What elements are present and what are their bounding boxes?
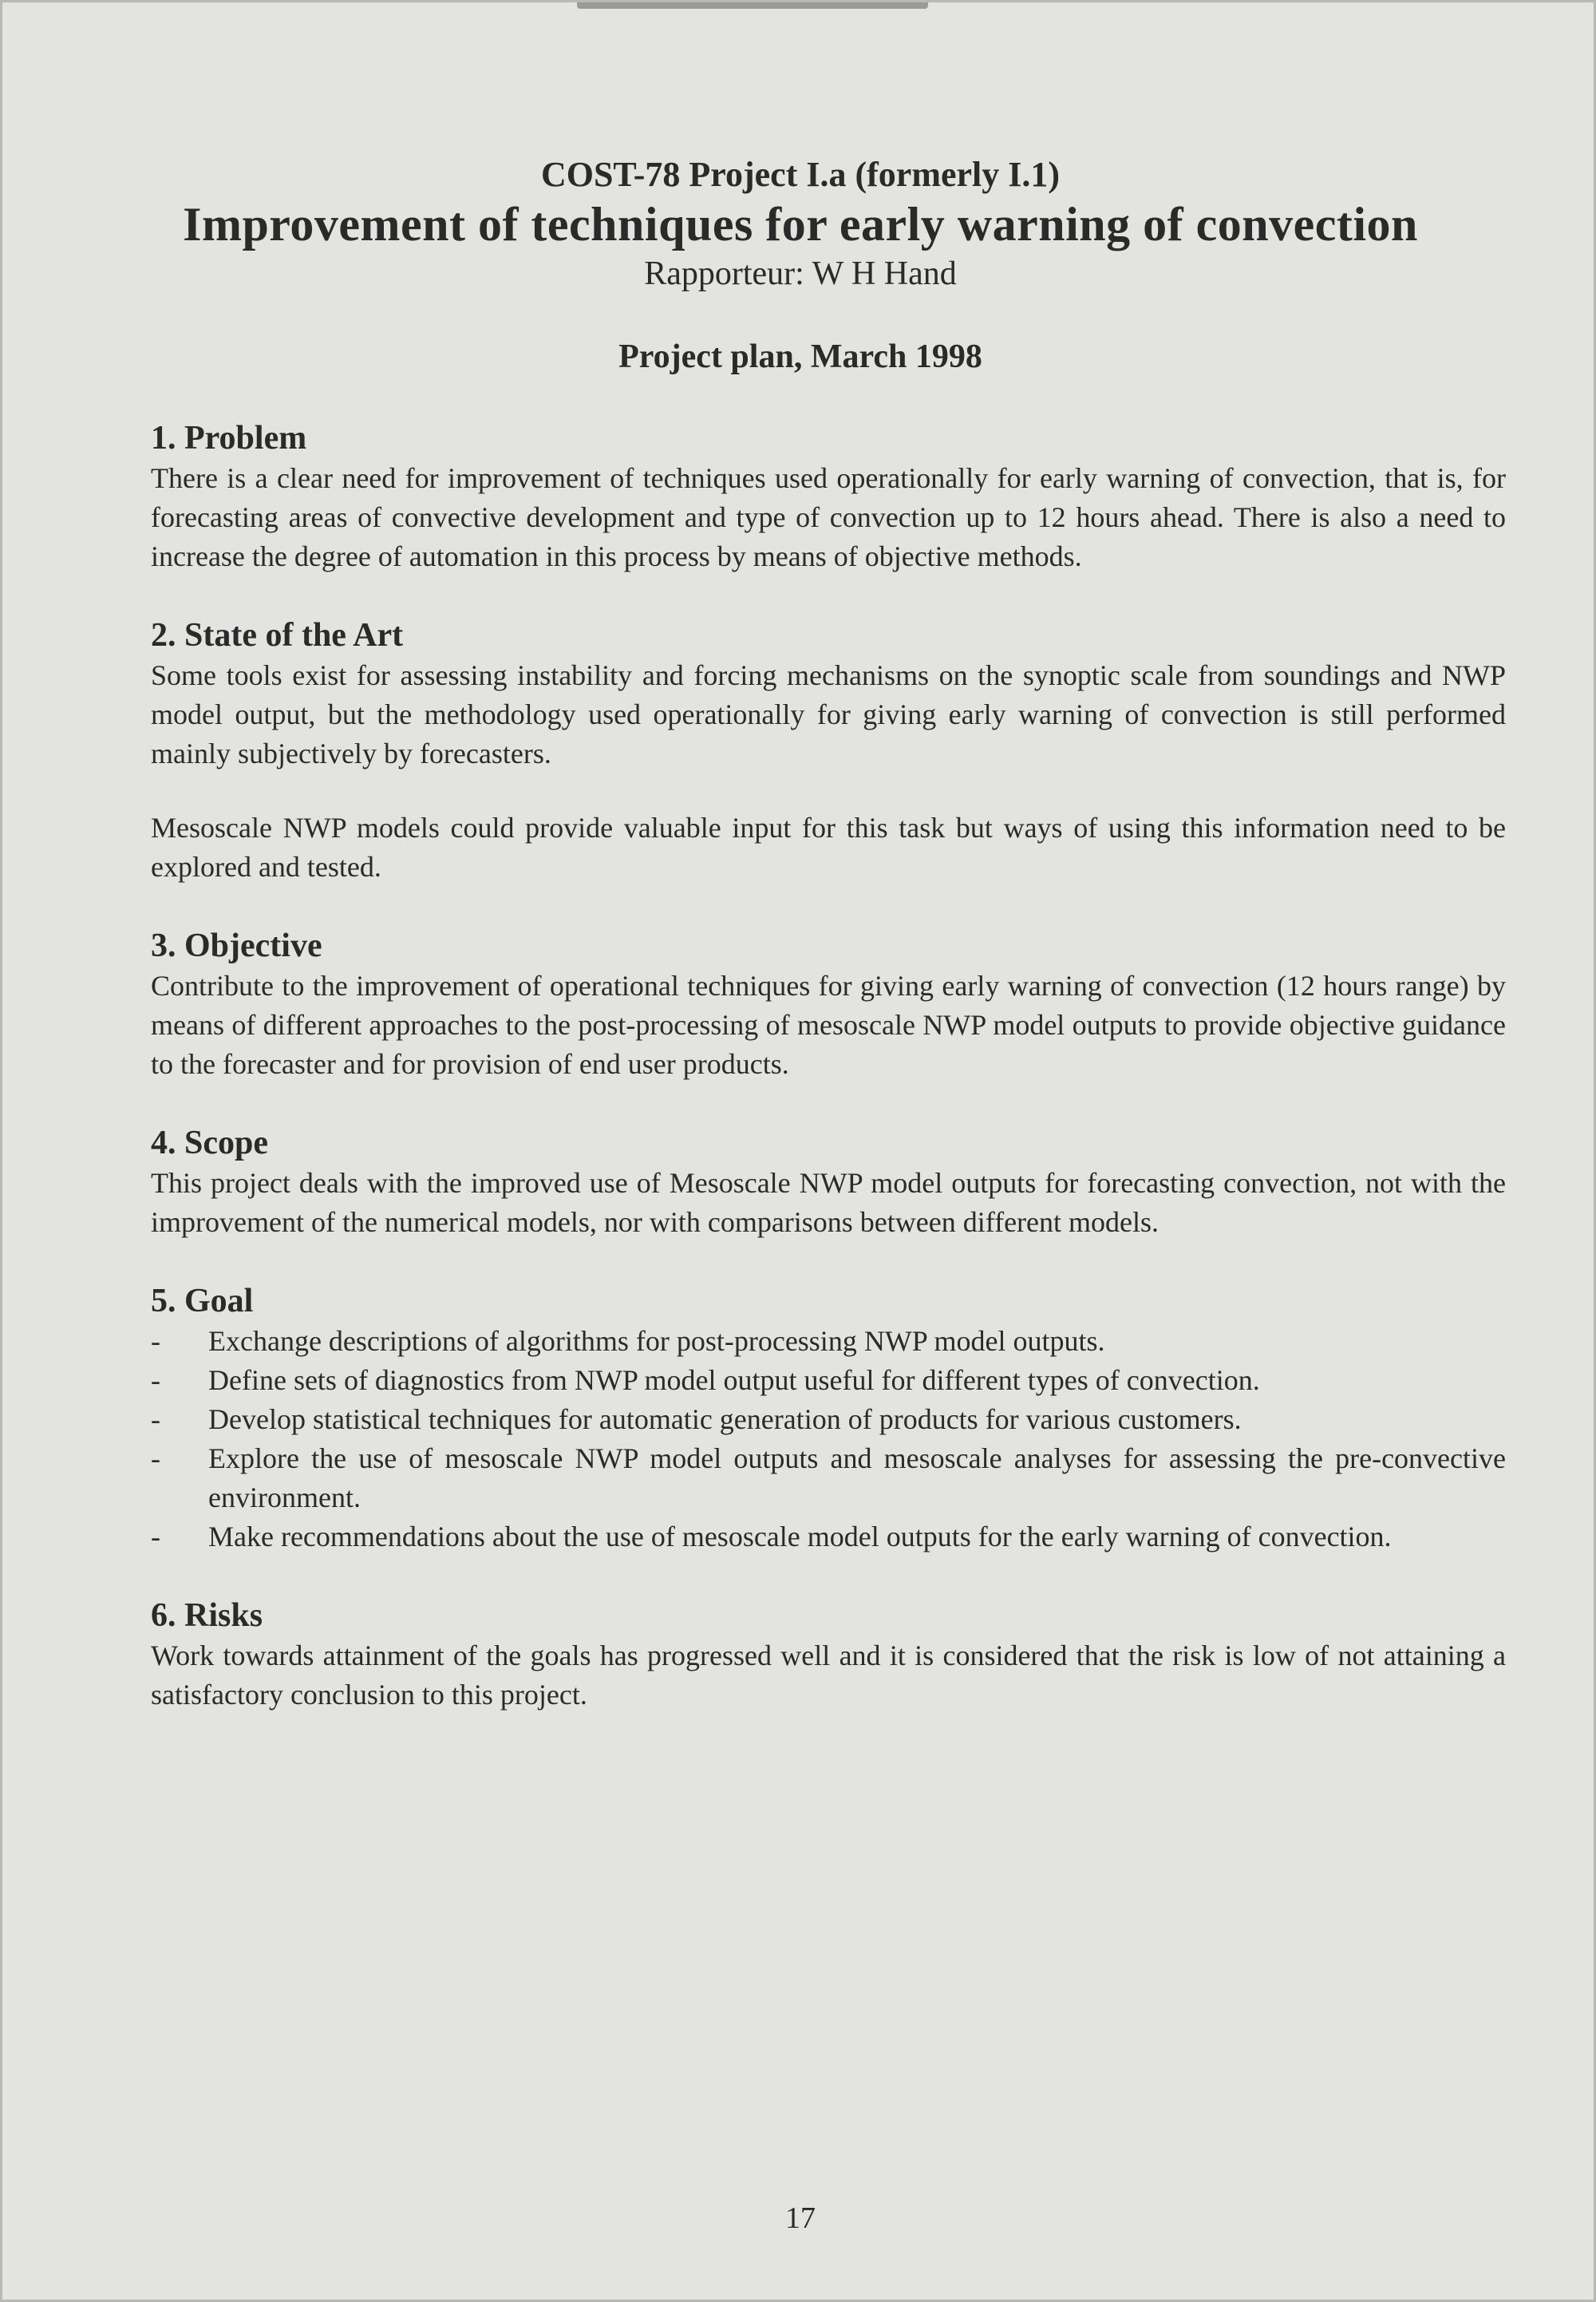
project-plan-date: Project plan, March 1998	[618, 338, 982, 375]
bullet-dash: -	[151, 1325, 160, 1357]
bullet-dash: -	[151, 1364, 160, 1396]
binding-tab	[577, 2, 928, 9]
page-number: 17	[785, 2201, 816, 2235]
page-title: Improvement of techniques for early warning of convection	[183, 198, 1418, 251]
bullet-dash: -	[151, 1521, 160, 1552]
rapporteur: Rapporteur: W H Hand	[644, 255, 957, 292]
list-item	[151, 1517, 1506, 1556]
section-risks	[151, 1595, 1506, 1715]
section-scope	[151, 1122, 1506, 1242]
section-heading: 5. Goal	[151, 1283, 254, 1319]
section-text: This project deals with the improved use of Mesoscale NWP model outputs for forecasting convection, not with the improvement of the numerical models, nor with comparisons between different models.	[151, 1167, 1506, 1238]
section-heading: 1. Problem	[151, 420, 307, 457]
bullet-dash: -	[151, 1403, 160, 1435]
goal-text: Develop statistical techniques for automatic generation of products for various customers.	[208, 1403, 1242, 1435]
section-objective	[151, 925, 1506, 1084]
goal-list	[151, 1322, 1506, 1556]
project-series: COST-78 Project I.a (formerly I.1)	[540, 155, 1061, 194]
goal-text: Explore the use of mesoscale NWP model outputs and mesoscale analyses for assessing the pre-convective environment.	[208, 1442, 1506, 1513]
bullet-dash: -	[151, 1442, 160, 1474]
section-heading: 2. State of the Art	[151, 617, 404, 654]
goal-text: Make recommendations about the use of mesoscale model outputs for the early warning of convection.	[208, 1521, 1392, 1552]
goal-text: Exchange descriptions of algorithms for post-processing NWP model outputs.	[208, 1325, 1105, 1357]
section-text: Mesoscale NWP models could provide valuable input for this task but ways of using this information need to be explored and tested.	[151, 812, 1506, 883]
section-text: Some tools exist for assessing instability and forcing mechanisms on the synoptic scale from soundings and NWP model output, but the methodology used operationally for giving early warning of convection is still performed mainly subjectively by forecasters.	[151, 659, 1506, 769]
document-body	[151, 417, 1506, 1715]
list-item	[151, 1361, 1506, 1400]
section-heading: 6. Risks	[151, 1597, 263, 1634]
section-goal	[151, 1280, 1506, 1556]
section-heading: 4. Scope	[151, 1125, 268, 1161]
goal-text: Define sets of diagnostics from NWP model output useful for different types of convection.	[208, 1364, 1260, 1396]
section-state-of-art	[151, 615, 1506, 887]
section-text: Contribute to the improvement of operational techniques for giving early warning of convection (12 hours range) by means of different approaches to the post-processing of mesoscale NWP model outputs to provide objective guidance to the forecaster and for provision of end user products.	[151, 970, 1506, 1080]
list-item	[151, 1400, 1506, 1439]
list-item	[151, 1439, 1506, 1517]
section-heading: 3. Objective	[151, 928, 322, 964]
section-problem	[151, 417, 1506, 576]
section-text: Work towards attainment of the goals has progressed well and it is considered that the risk is low of not attaining a satisfactory conclusion to this project.	[151, 1639, 1506, 1711]
list-item	[151, 1322, 1506, 1361]
section-text: There is a clear need for improvement of techniques used operationally for early warning of convection, that is, for forecasting areas of convective development and type of convection up to 12 hours ahead. There is also a need to increase the degree of automation in this process by means of objective methods.	[151, 462, 1506, 572]
